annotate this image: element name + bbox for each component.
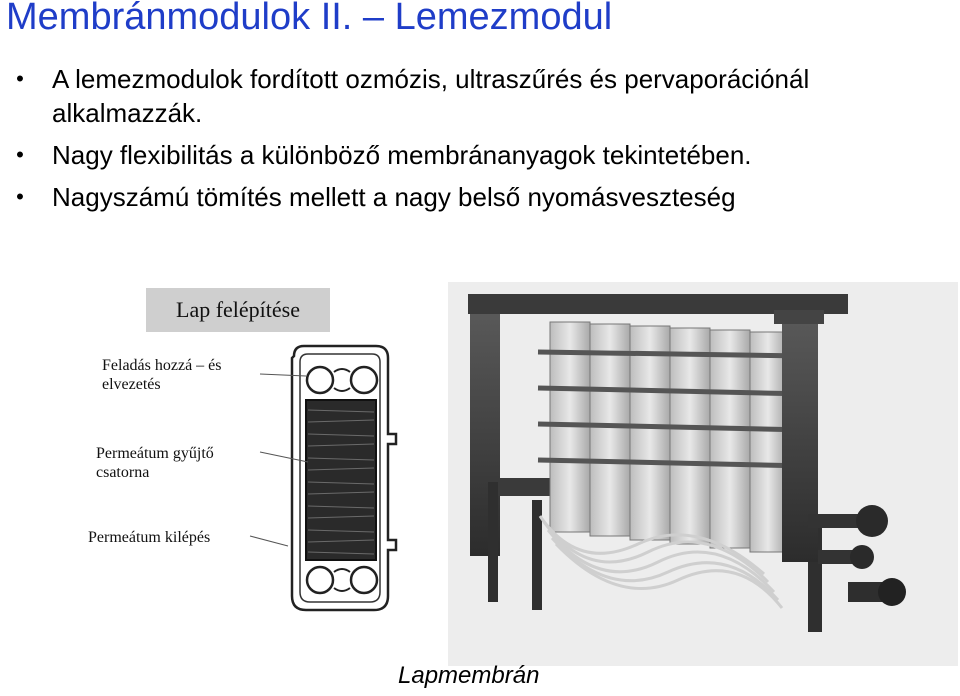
- flange-icon: [878, 578, 906, 606]
- bullet-dot: •: [16, 184, 24, 209]
- port-icon: [307, 367, 333, 393]
- image-caption: Lapmembrán: [398, 662, 540, 689]
- figure-caption: Lap felépítése: [146, 288, 330, 332]
- bullet-item: [10, 138, 960, 172]
- bullet-item: [10, 180, 960, 214]
- slide-title: Membránmodulok II. – Lemezmodul: [6, 0, 613, 38]
- port-icon: [307, 567, 333, 593]
- membrane-area: [306, 400, 376, 560]
- bullet-text: Nagyszámú tömítés mellett a nagy belső nyomásveszteség: [52, 182, 736, 212]
- label-permeate-exit: Permeátum kilépés: [88, 529, 211, 546]
- bullet-text: Nagy flexibilitás a különböző membránanyagok tekintetében.: [52, 140, 752, 170]
- bullet-text: A lemezmodulok fordított ozmózis, ultraszűrés és pervaporációnál alkalmazzák.: [52, 64, 810, 128]
- plate-structure-figure: [84, 284, 424, 624]
- label-permeate-channel: Permeátum gyűjtő csatorna: [96, 445, 214, 481]
- bullet-dot: •: [16, 66, 24, 91]
- flange-icon: [850, 545, 874, 569]
- bullet-list: [10, 62, 960, 222]
- flange-icon: [856, 505, 888, 537]
- module-drawing: [448, 282, 958, 666]
- bullet-dot: •: [16, 142, 24, 167]
- port-icon: [351, 567, 377, 593]
- plate-module-image: [448, 282, 958, 666]
- label-feed: Feladás hozzá – és elvezetés: [102, 357, 222, 393]
- bullet-item: [10, 62, 960, 130]
- port-icon: [351, 367, 377, 393]
